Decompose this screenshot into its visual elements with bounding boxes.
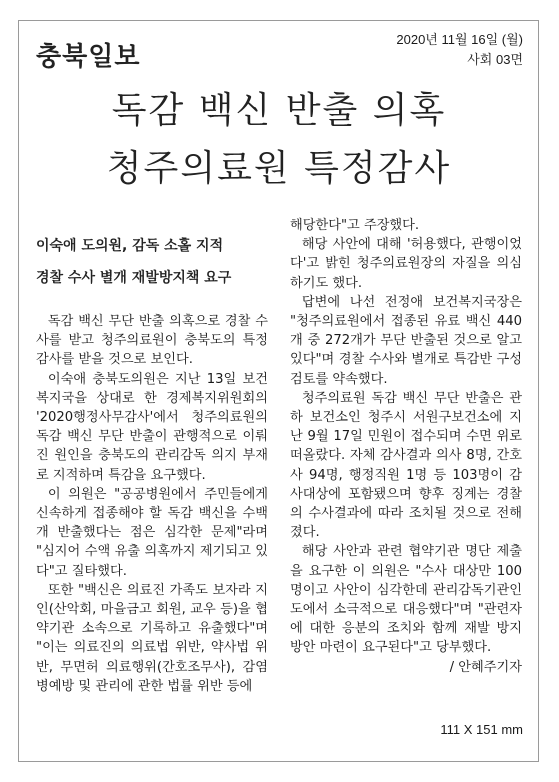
subheadline (36, 230, 268, 294)
section-page: 사회 03면 (467, 52, 523, 67)
reporter-byline: / 안혜주기자 (449, 659, 522, 675)
article-size: 111 X 151 mm (440, 722, 523, 737)
subheadline-line-1: 이숙애 도의원, 감독 소홀 지적 (36, 238, 224, 254)
body-paragraph: 해당 사안에 대해 '허용했다, 관행이었다'고 밝힌 청주의료원장의 자질을 의심하기도 했다. (290, 237, 522, 291)
headline-line-2: 청주의료원 특정감사 (106, 148, 452, 189)
body-paragraph: 해당 사안과 관련 협약기관 명단 제출을 요구한 이 의원은 "수사 대상만 100명이고 사안이 심각한데 관리감독기관인 도에서 소극적으로 대응했다"며 "관련자에 대한 응분의 조치와 함께 재발 방지 방안 마련이 요구된다"고 당부했다. (290, 544, 522, 656)
publication-date: 2020년 11월 16일 (월) (396, 32, 523, 47)
body-paragraph: 이 의원은 "공공병원에서 주민들에게 신속하게 접종해야 할 독감 백신을 수백개 반출했다는 점은 심각한 문제"라며 "심지어 수액 유출 의혹까지 제기되고 있다"고 질타했다. (36, 486, 268, 579)
body-paragraph: 이숙애 충북도의원은 지난 13일 보건복지국을 상대로 한 경제복지위원회의 '2020행정사무감사'에서 청주의료원의 독감 백신 무단 반출이 관행적으로 이뤄진 원인을 충북도의 관리감독 의지 부재로 지적하며 특감을 요구했다. (36, 371, 268, 483)
subheadline-line-2: 경찰 수사 별개 재발방지책 요구 (36, 270, 232, 286)
body-paragraph: 청주의료원 독감 백신 무단 반출은 관하 보건소인 청주시 서원구보건소에 지난 9월 17일 민원이 접수되며 수면 위로 떠올랐다. 자체 감사결과 의사 8명, 간호사 94명, 행정직원 1명 등 103명이 감사대상에 포함됐으며 향후 징계는 경찰의 수사결과에 따라 조치될 것으로 전해졌다. (290, 390, 522, 541)
article-column-right (290, 216, 522, 677)
headline-line-1: 독감 백신 반출 의혹 (111, 90, 447, 131)
body-paragraph: 또한 "백신은 의료진 가족도 보자라 지인(산악회, 마을금고 회원, 교우 등)을 협약기관 소속으로 기록하고 유출했다"며 "이는 의료진의 의료법 위반, 약사법 위반, 무면허 의료행위(간호조무사), 감염병예방 및 관리에 관한 법률 위반 등에 (36, 582, 268, 694)
dateline (396, 30, 523, 70)
article-column-left (36, 216, 268, 696)
newspaper-masthead: 충북일보 (36, 42, 141, 72)
body-paragraph: 해당한다"고 주장했다. (290, 218, 420, 233)
body-paragraph: 독감 백신 무단 반출 의혹으로 경찰 수사를 받고 청주의료원이 충북도의 특정감사를 받을 것으로 보인다. (36, 314, 268, 368)
body-paragraph: 답변에 나선 전정애 보건복지국장은 "청주의료원에서 접종된 유료 백신 440개 중 272개가 무단 반출된 것으로 알고 있다"며 경찰 수사와 별개로 특감반 구성 검토를 약속했다. (290, 294, 522, 387)
